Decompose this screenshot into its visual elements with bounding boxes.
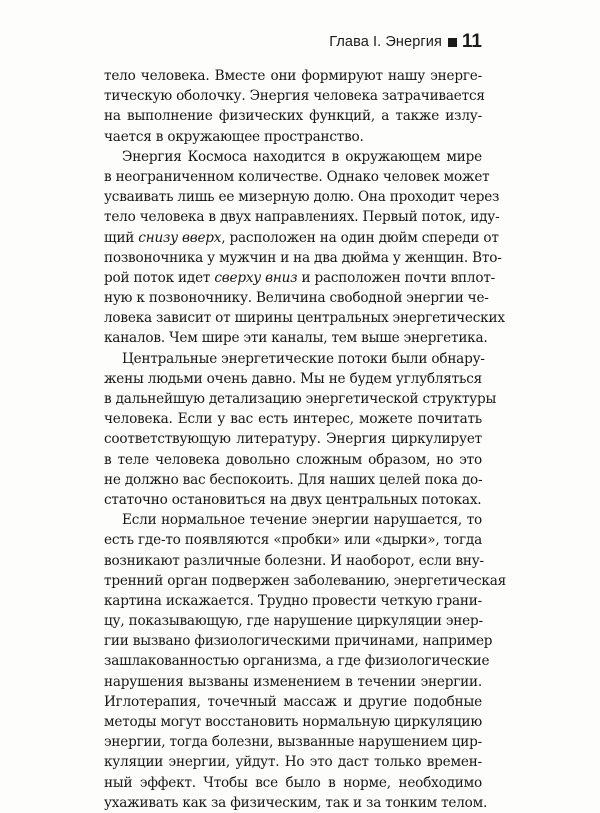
text-line xyxy=(104,551,482,571)
text-segment: Иглотерапия, точечный массаж и другие подобные xyxy=(104,693,482,710)
text-segment: есть где-то появляются «пробки» или «дырки», тогда xyxy=(104,532,482,549)
paragraph xyxy=(104,510,506,813)
text-line xyxy=(104,369,482,389)
text-segment: чается в окружающее пространство. xyxy=(104,128,364,145)
text-line xyxy=(104,470,482,490)
text-line xyxy=(104,106,482,126)
text-line xyxy=(104,611,482,631)
paragraph xyxy=(104,147,505,349)
text-line xyxy=(104,450,482,470)
text-segment: ную к позвоночнику. Величина свободной энергии че- xyxy=(104,290,489,307)
text-segment: Энергия Космоса находится в окружающем мире xyxy=(122,148,482,165)
text-segment: статочно остановиться на двух центральных потоках. xyxy=(104,491,482,508)
text-line xyxy=(104,308,505,328)
text-segment: соответствующую литературу. Энергия циркулирует xyxy=(104,431,482,448)
text-line xyxy=(104,490,482,510)
text-line xyxy=(104,207,500,227)
text-segment: куляции энергии, уйдут. Но это даст только времен- xyxy=(104,754,482,771)
text-segment: ухаживать как за физическим, так и за тонким телом. xyxy=(104,794,488,811)
text-line xyxy=(104,228,499,248)
running-header xyxy=(329,31,482,53)
text-segment: цу, показывающую, где нарушение циркуляции энер- xyxy=(104,613,483,630)
text-segment: тело человека в двух направлениях. Первый поток, иду- xyxy=(104,209,500,226)
text-segment: позвоночника у мужчин и на два дюйма у женщин. Вто- xyxy=(104,249,502,266)
text-segment: методы могут восстановить нормальную циркуляцию xyxy=(104,714,482,730)
text-line xyxy=(104,66,482,86)
text-segment: каналов. Чем шире эти каналы, тем выше энергетика. xyxy=(104,330,488,347)
text-line xyxy=(104,510,482,530)
paragraph xyxy=(104,349,497,511)
text-segment: энергии, тогда болезни, вызванные нарушением цир- xyxy=(104,734,483,751)
text-segment: и расположен почти вплот- xyxy=(297,269,496,286)
text-segment: , расположен на один дюйм спереди от xyxy=(221,229,499,246)
text-line xyxy=(104,732,482,752)
text-line xyxy=(104,248,502,268)
text-line xyxy=(104,409,482,429)
text-segment: Если нормальное течение энергии нарушается, то xyxy=(122,512,482,529)
text-segment: картина искажается. Трудно провести четкую грани- xyxy=(104,592,482,609)
text-segment: тренний орган подвержен заболеванию, энергетическая xyxy=(104,572,506,589)
text-segment: тело человека. Вместе они формируют нашу энерге- xyxy=(104,68,482,84)
text-line xyxy=(104,752,482,772)
text-line xyxy=(104,793,488,813)
text-line xyxy=(104,429,482,449)
text-segment: усваивать лишь ее мизерную долю. Она проходит через xyxy=(104,189,500,206)
square-bullet-icon xyxy=(448,38,457,47)
text-segment: в неограниченном количестве. Однако человек может xyxy=(104,168,490,185)
text-line xyxy=(104,672,482,692)
text-line xyxy=(104,187,500,207)
text-line xyxy=(104,147,482,167)
text-line xyxy=(104,167,490,187)
text-line xyxy=(104,389,497,409)
text-line xyxy=(104,127,482,147)
text-line xyxy=(104,773,482,793)
text-segment: в дальнейшую детализацию энергетической структуры xyxy=(104,391,497,407)
paragraph xyxy=(104,66,485,147)
text-segment: не должно вас беспокоить. Для наших целей пока до- xyxy=(104,471,483,488)
text-segment: ловека зависит от ширины центральных энергетических xyxy=(104,310,505,327)
text-line xyxy=(104,328,488,348)
text-segment: тическую оболочку. Энергия человека затрачивается xyxy=(104,88,485,105)
text-line xyxy=(104,288,489,308)
emphasis-text: снизу вверх xyxy=(138,229,222,246)
text-segment: Центральные энергетические потоки были обнару- xyxy=(122,350,485,367)
emphasis-text: сверху вниз xyxy=(214,269,298,286)
text-line xyxy=(104,571,506,591)
text-line xyxy=(104,692,482,712)
text-segment: зашлакованностью организма, а где физиологические xyxy=(104,653,490,670)
text-line xyxy=(104,349,485,369)
body-text xyxy=(104,66,506,813)
text-line xyxy=(104,530,482,550)
text-segment: жены людьми очень давно. Мы не будем углубляться xyxy=(104,370,482,387)
text-segment: щий xyxy=(104,229,139,246)
text-segment: на выполнение физических функций, а также излу- xyxy=(104,108,482,125)
text-segment: в теле человека довольно сложным образом, но это xyxy=(104,451,482,468)
text-segment: человека. Если у вас есть интерес, можете почитать xyxy=(104,411,482,428)
text-line xyxy=(104,86,485,106)
page-number: 11 xyxy=(461,31,482,52)
text-line xyxy=(104,591,482,611)
chapter-title: Глава I. Энергия xyxy=(329,34,442,50)
text-line xyxy=(104,651,490,671)
text-segment: гии вызвано физиологическими причинами, например xyxy=(104,633,493,650)
text-segment: нарушения вызваны изменением в течении энергии. xyxy=(104,673,482,690)
text-line xyxy=(104,631,493,651)
text-segment: возникают различные болезни. И наоборот, если вну- xyxy=(104,552,484,569)
text-segment: рой поток идет xyxy=(104,269,215,286)
text-segment: ный эффект. Чтобы все было в норме, необходимо xyxy=(104,774,482,791)
text-line xyxy=(104,712,482,732)
text-line xyxy=(104,268,496,288)
